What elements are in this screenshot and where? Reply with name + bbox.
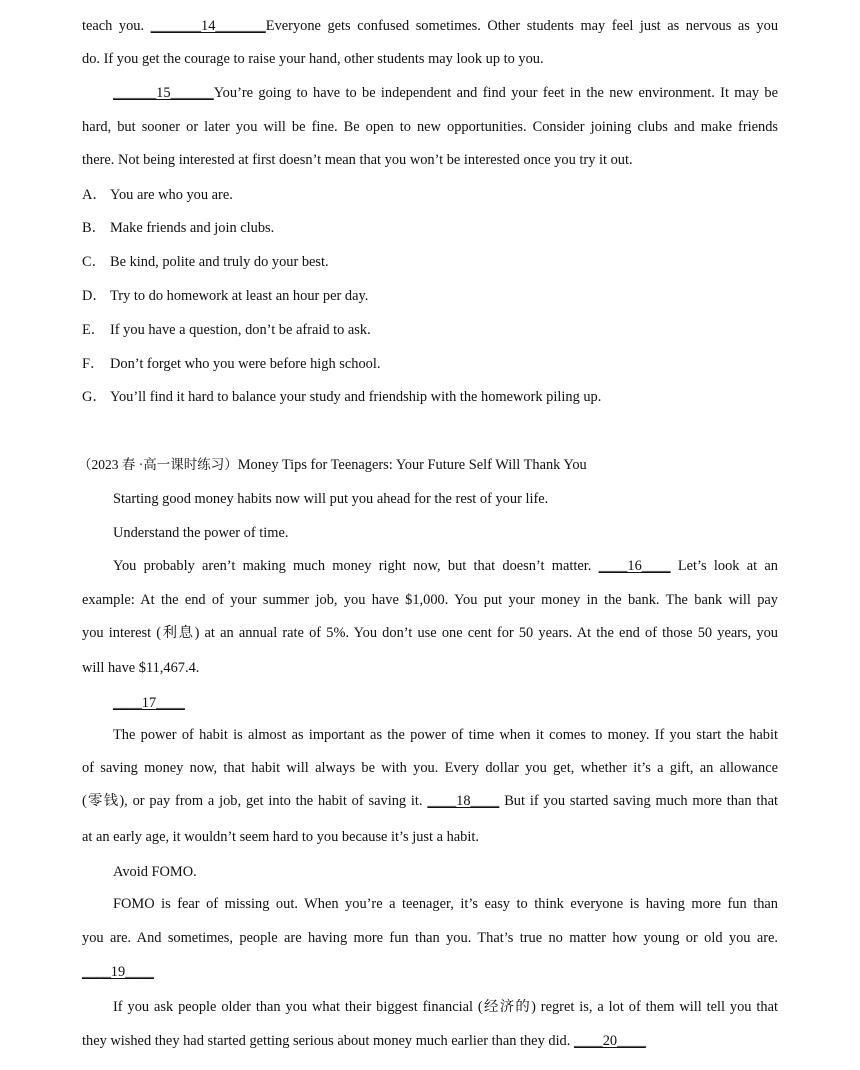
option-b (82, 218, 274, 238)
text-line: If you ask people older than you what their biggest financial (经济的) regret is, a lot of them will tell you that (113, 999, 778, 1015)
blank-20: ____20____ (573, 1033, 646, 1049)
text-span: You’re going to have to be independent and find your feet in the new environment. It may be (213, 85, 778, 101)
text-span: (零钱), or pay from a job, get into the habit of saving it. (82, 793, 428, 809)
text-span: You probably aren’t making much money right now, but that doesn’t matter. (113, 558, 599, 574)
text-span: teach you. (82, 18, 151, 34)
option-letter: E． (82, 322, 106, 338)
question-source: （2023 春 ·高一课时练习） (78, 457, 238, 472)
text-line: at an early age, it wouldn’t seem hard to you because it’s just a habit. (82, 829, 479, 845)
text-line: will have $11,467.4. (82, 660, 200, 676)
text-line (82, 1031, 646, 1051)
text-line: do. If you get the courage to raise your hand, other students may look up to you. (82, 51, 544, 67)
text-line: example: At the end of your summer job, you have $1,000. You put your money in the bank. The bank will pay (82, 592, 778, 608)
option-letter: B． (82, 220, 106, 236)
blank-17: ____17____ (113, 695, 185, 711)
option-letter: F． (82, 356, 105, 372)
option-letter: C． (82, 254, 106, 270)
blank-18: ____18____ (427, 793, 500, 809)
option-text: You are who you are. (110, 187, 233, 203)
text-line (113, 556, 778, 576)
text-line: The power of habit is almost as important as the power of time when it comes to money. If you start the habit (113, 727, 778, 743)
option-d (82, 286, 368, 306)
option-e (82, 320, 371, 340)
text-line: of saving money now, that habit will always be with you. Every dollar you get, whether it’s a gift, an allowance (82, 760, 778, 776)
passage-heading (78, 455, 587, 475)
text-span: Let’s look at an (670, 558, 778, 574)
option-text: Make friends and join clubs. (110, 220, 275, 236)
text-line (113, 83, 778, 103)
text-span: they wished they had started getting serious about money much earlier than they did. (82, 1033, 574, 1049)
text-line: there. Not being interested at first doesn’t mean that you won’t be interested once you try it out. (82, 152, 633, 168)
option-letter: G． (82, 389, 107, 405)
text-line (82, 791, 778, 811)
option-c (82, 252, 329, 272)
blank-15: ______15______ (113, 85, 214, 101)
text-span: Everyone gets confused sometimes. Other students may feel just as nervous as you (265, 18, 779, 34)
text-line: Starting good money habits now will put you ahead for the rest of your life. (113, 491, 549, 507)
text-line: you interest (利息) at an annual rate of 5%. You don’t use one cent for 50 years. At the end of those 50 years, you (82, 625, 778, 641)
blank-19: ____19____ (82, 964, 154, 980)
option-g (82, 387, 601, 407)
option-text: Don’t forget who you were before high school. (110, 356, 381, 372)
passage-title: Money Tips for Teenagers: Your Future Self Will Thank You (237, 457, 587, 473)
text-line (82, 16, 778, 36)
option-text: If you have a question, don’t be afraid to ask. (110, 322, 371, 338)
text-span: But if you started saving much more than that (499, 793, 778, 809)
blank-14: _______14_______ (150, 18, 266, 34)
option-text: Be kind, polite and truly do your best. (110, 254, 329, 270)
option-text: Try to do homework at least an hour per day. (110, 288, 369, 304)
subheading: Understand the power of time. (113, 525, 289, 541)
subheading: Avoid FOMO. (113, 864, 197, 880)
option-text: You’ll find it hard to balance your study and friendship with the homework piling up. (110, 389, 602, 405)
option-a (82, 185, 233, 205)
blank-16: ____16____ (598, 558, 671, 574)
option-letter: A． (82, 187, 107, 203)
text-line: FOMO is fear of missing out. When you’re a teenager, it’s easy to think everyone is having more fun than (113, 896, 778, 912)
text-line: you are. And sometimes, people are having more fun than you. That’s true no matter how young or old you are. (82, 930, 778, 946)
option-f (82, 354, 380, 374)
option-letter: D． (82, 288, 107, 304)
text-line: hard, but sooner or later you will be fine. Be open to new opportunities. Consider joining clubs and make friends (82, 119, 778, 135)
